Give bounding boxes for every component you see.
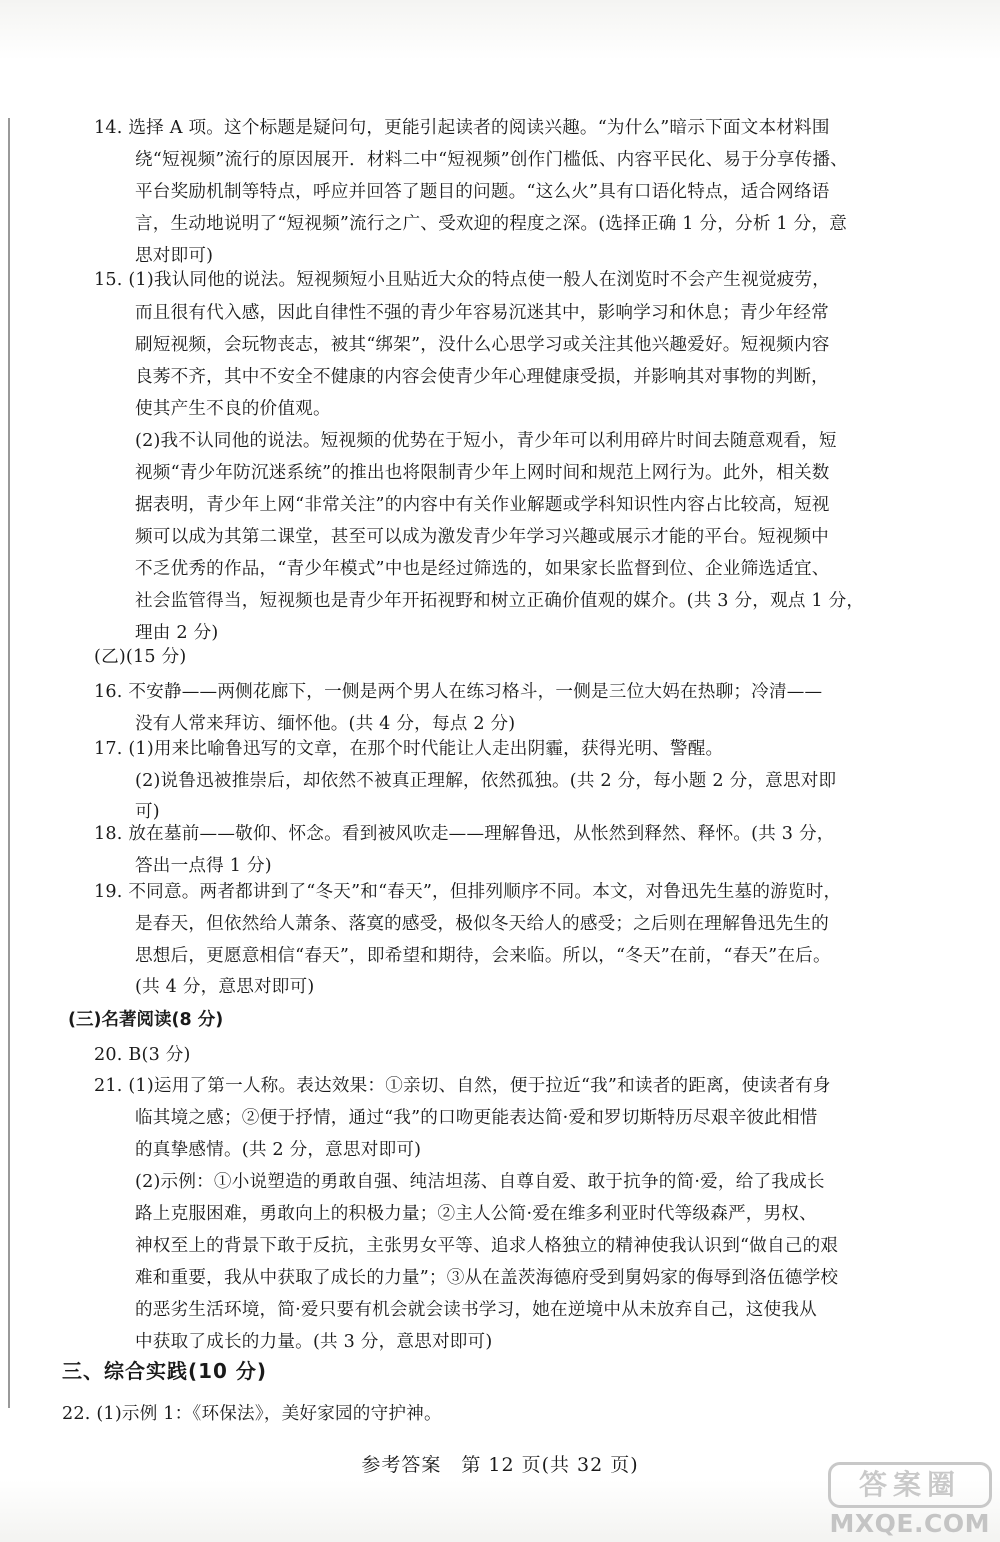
binding-edge-line bbox=[8, 118, 10, 1408]
answer-line: 19. 不同意。两者都讲到了“冬天”和“春天”，但排列顺序不同。本文，对鲁迅先生墓的游览时， bbox=[94, 882, 842, 902]
answer-line: 的真挚感情。(共 2 分，意思对即可) bbox=[135, 1140, 422, 1160]
answer-line: 刷短视频，会玩物丧志，被其“绑架”，没什么心思学习或关注其他兴趣爱好。短视频内容 bbox=[135, 335, 830, 355]
answer-line: 不乏优秀的作品，“青少年模式”中也是经过筛选的，如果家长监督到位、企业筛选适宜、 bbox=[135, 559, 830, 579]
answer-line: 良莠不齐，其中不安全不健康的内容会使青少年心理健康受损，并影响其对事物的判断， bbox=[135, 367, 829, 387]
answer-line: 言，生动地说明了“短视频”流行之广、受欢迎的程度之深。(选择正确 1 分，分析 1 分，意 bbox=[135, 214, 847, 234]
answer-line: 的恶劣生活环境，简·爱只要有机会就会读书学习，她在逆境中从未放弃自己，这使我从 bbox=[135, 1300, 817, 1320]
answer-line: 临其境之感；②便于抒情，通过“我”的口吻更能表达简·爱和罗切斯特历尽艰辛彼此相惜 bbox=[135, 1108, 818, 1128]
answer-line: 是春天，但依然给人萧条、落寞的感受，极似冬天给人的感受；之后则在理解鲁迅先生的 bbox=[135, 914, 829, 934]
answer-line: 22. (1)示例 1：《环保法》，美好家园的守护神。 bbox=[62, 1404, 442, 1424]
answer-line: 路上克服困难，勇敢向上的积极力量；②主人公简·爱在维多利亚时代等级森严，男权、 bbox=[135, 1204, 817, 1224]
page-footer: 参考答案 第 12 页(共 32 页) bbox=[361, 1454, 639, 1476]
answer-line: 中获取了成长的力量。(共 3 分，意思对即可) bbox=[135, 1332, 493, 1352]
answer-line: (共 4 分，意思对即可) bbox=[135, 977, 315, 997]
answer-line: 据表明，青少年上网“非常关注”的内容中有关作业解题或学科知识性内容占比较高，短视 bbox=[135, 495, 830, 515]
answer-line: 答出一点得 1 分) bbox=[135, 856, 272, 876]
watermark bbox=[818, 1462, 996, 1538]
answer-line: 20. B(3 分) bbox=[94, 1045, 191, 1065]
answer-line: 没有人常来拜访、缅怀他。(共 4 分，每点 2 分) bbox=[135, 714, 516, 734]
section-label: (乙)(15 分) bbox=[94, 647, 187, 667]
answer-line: 绕“短视频”流行的原因展开．材料二中“短视频”创作门槛低、内容平民化、易于分享传播、 bbox=[135, 150, 848, 170]
answer-line: 社会监管得当，短视频也是青少年开拓视野和树立正确价值观的媒介。(共 3 分，观点 1 分， bbox=[135, 591, 865, 611]
answer-line: (2)示例：①小说塑造的勇敢自强、纯洁坦荡、自尊自爱、敢于抗争的简·爱，给了我成长 bbox=[135, 1172, 825, 1192]
answer-line: 而且很有代入感，因此自律性不强的青少年容易沉迷其中，影响学习和休息；青少年经常 bbox=[135, 303, 829, 323]
answer-line: 16. 不安静——两侧花廊下，一侧是两个男人在练习格斗，一侧是三位大妈在热聊；冷清—— bbox=[94, 682, 823, 702]
answer-line: 神权至上的背景下敢于反抗，主张男女平等、追求人格独立的精神使我认识到“做自己的艰 bbox=[135, 1236, 839, 1256]
section-heading-famous-reading: (三)名著阅读(8 分) bbox=[68, 1010, 224, 1030]
answer-line: (2)我不认同他的说法。短视频的优势在于短小，青少年可以利用碎片时间去随意观看，短 bbox=[135, 431, 837, 451]
section-heading-practice: 三、综合实践(10 分) bbox=[62, 1359, 268, 1383]
answer-line: 思对即可) bbox=[135, 246, 214, 266]
answer-line: 思想后，更愿意相信“春天”，即希望和期待，会来临。所以，“冬天”在前，“春天”在后。 bbox=[135, 946, 831, 966]
answer-line: 可) bbox=[135, 802, 160, 822]
answer-line: 15. (1)我认同他的说法。短视频短小且贴近大众的特点使一般人在浏览时不会产生视觉疲劳， bbox=[94, 270, 831, 290]
answer-line: 18. 放在墓前——敬仰、怀念。看到被风吹走——理解鲁迅，从怅然到释然、释怀。(共 3 分， bbox=[94, 824, 835, 844]
watermark-logo-text: 答案圈 bbox=[858, 1468, 961, 1501]
answer-line: 14. 选择 A 项。这个标题是疑问句，更能引起读者的阅读兴趣。“为什么”暗示下面文本材料围 bbox=[94, 118, 830, 138]
watermark-site: MXQE.COM bbox=[829, 1509, 990, 1538]
answer-line: 频可以成为其第二课堂，甚至可以成为激发青少年学习兴趣或展示才能的平台。短视频中 bbox=[135, 527, 829, 547]
answer-line: 使其产生不良的价值观。 bbox=[135, 399, 331, 419]
answer-line: 难和重要，我从中获取了成长的力量”；③从在盖茨海德府受到舅妈家的侮辱到洛伍德学校 bbox=[135, 1268, 839, 1288]
answer-line: 视频“青少年防沉迷系统”的推出也将限制青少年上网时间和规范上网行为。此外，相关数 bbox=[135, 463, 830, 483]
answer-line: 理由 2 分) bbox=[135, 623, 219, 643]
watermark-logo bbox=[828, 1462, 992, 1508]
answer-line: 21. (1)运用了第一人称。表达效果：①亲切、自然，便于拉近“我”和读者的距离，使读者有身 bbox=[94, 1076, 831, 1096]
answer-line: (2)说鲁迅被推崇后，却依然不被真正理解，依然孤独。(共 2 分，每小题 2 分，意思对即 bbox=[135, 771, 837, 791]
answer-line: 17. (1)用来比喻鲁迅写的文章，在那个时代能让人走出阴霾，获得光明、警醒。 bbox=[94, 739, 724, 759]
answer-line: 平台奖励机制等特点，呼应并回答了题目的问题。“这么火”具有口语化特点，适合网络语 bbox=[135, 182, 830, 202]
